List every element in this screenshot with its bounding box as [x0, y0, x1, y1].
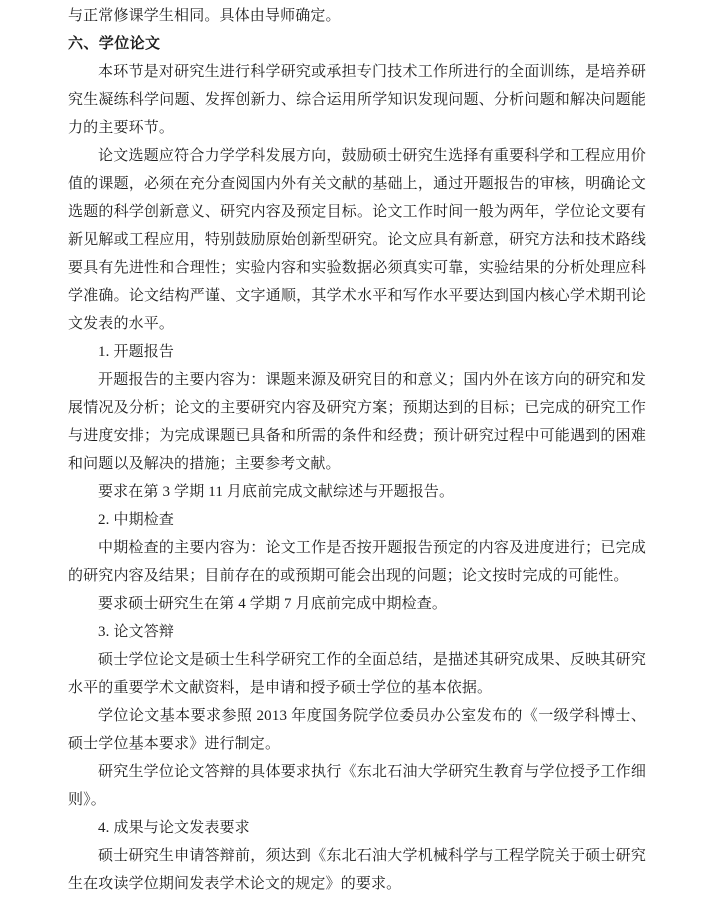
- body-paragraph: 要求在第 3 学期 11 月底前完成文献综述与开题报告。: [98, 484, 455, 500]
- body-paragraph: 要求硕士研究生在第 4 学期 7 月底前完成中期检查。: [98, 596, 448, 612]
- body-paragraph: 硕士学位论文是硕士生科学研究工作的全面总结，是描述其研究成果、反映其研究水平的重要学术文献资料，是申请和授予硕士学位的基本依据。: [68, 652, 646, 696]
- numbered-subheading: 1. 开题报告: [98, 344, 175, 360]
- body-paragraph: 本环节是对研究生进行科学研究或承担专门技术工作所进行的全面训练，是培养研究生凝练科学问题、发挥创新力、综合运用所学知识发现问题、分析问题和解决问题能力的主要环节。: [68, 64, 646, 136]
- body-paragraph: 学位论文基本要求参照 2013 年度国务院学位委员办公室发布的《一级学科博士、硕士学位基本要求》进行制定。: [68, 708, 646, 752]
- numbered-subheading: 3. 论文答辩: [98, 624, 175, 640]
- body-paragraph: 硕士研究生申请答辩前，须达到《东北石油大学机械科学与工程学院关于硕士研究生在攻读学位期间发表学术论文的规定》的要求。: [68, 848, 646, 892]
- body-paragraph: 论文选题应符合力学学科发展方向，鼓励硕士研究生选择有重要科学和工程应用价值的课题，必须在充分查阅国内外有关文献的基础上，通过开题报告的审核，明确论文选题的科学创新意义、研究内容及预定目标。论文工作时间一般为两年，学位论文要有新见解或工程应用，特别鼓励原始创新型研究。论文应具有新意，研究方法和技术路线要具有先进性和合理性；实验内容和实验数据必须真实可靠，实验结果的分析处理应科学准确。论文结构严谨、文字通顺，其学术水平和写作水平要达到国内核心学术期刊论文发表的水平。: [68, 148, 646, 332]
- section-heading: 六、学位论文: [68, 36, 161, 52]
- numbered-subheading: 4. 成果与论文发表要求: [98, 820, 250, 836]
- document-body: [68, 2, 646, 898]
- body-paragraph: 开题报告的主要内容为：课题来源及研究目的和意义；国内外在该方向的研究和发展情况及分析；论文的主要研究内容及研究方案；预期达到的目标；已完成的研究工作与进度安排；为完成课题已具备和所需的条件和经费；预计研究过程中可能遇到的困难和问题以及解决的措施；主要参考文献。: [68, 372, 646, 472]
- body-paragraph: 中期检查的主要内容为：论文工作是否按开题报告预定的内容及进度进行；已完成的研究内容及结果；目前存在的或预期可能会出现的问题；论文按时完成的可能性。: [68, 540, 646, 584]
- numbered-subheading: 2. 中期检查: [98, 512, 175, 528]
- continuation-text: 与正常修课学生相同。具体由导师确定。: [68, 8, 341, 24]
- body-paragraph: 研究生学位论文答辩的具体要求执行《东北石油大学研究生教育与学位授予工作细则》。: [68, 764, 646, 808]
